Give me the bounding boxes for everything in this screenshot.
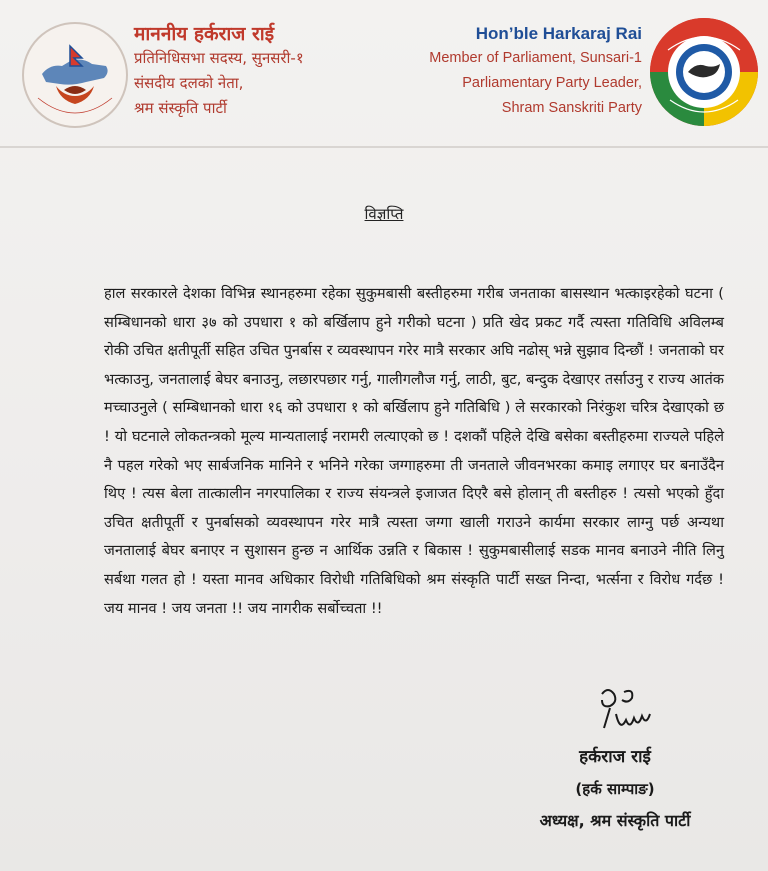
signatory-name: हर्कराज राई [579,747,651,767]
member-constituency-english: Member of Parliament, Sunsari-1 [429,50,642,66]
signature-block [490,740,740,838]
member-name-english: Hon’ble Harkaraj Rai [475,24,642,43]
nepal-map-emblem-icon [20,20,130,130]
member-constituency-nepali: प्रतिनिधिसभा सदस्य, सुनसरी-१ [134,49,304,67]
member-role-english: Parliamentary Party Leader, [462,75,642,91]
document-title: विज्ञप्ति [364,205,404,223]
signatory-title: अध्यक्ष, श्रम संस्कृति पार्टी [539,811,691,830]
member-name-nepali: माननीय हर्कराज राई [134,23,275,45]
party-election-symbol-icon [648,16,760,128]
header-divider [0,146,768,148]
member-party-english: Shram Sanskriti Party [501,100,642,116]
press-release-body: हाल सरकारले देशका विभिन्न स्थानहरुमा रहेका सुकुमबासी बस्तीहरुमा गरीब जनताका बासस्थान भत्काइरहेको घटना ( सम्बिधानको धारा ३७ को उपधारा १ को बर्खिलाप हुने गरीको घटना ) प्रति खेद प्रकट गर्दै त्यस्ता गतिविधि अविलम्ब रोकी उचित क्षतीपूर्ती सहित उचित पुनर्बास र व्यवस्थापन गरेर मात्रै सरकार अघि नढोस् भन्ने सुझाव दिन्छौं ! जनताको घर भत्काउनु, जनतालाई बेघर बनाउनु, लछारपछार गर्नु, गालीगलौज गर्नु, लाठी, बुट, बन्दुक देखाएर तर्साउनु र राज्य आतंक मच्चाउनुले ( सम्बिधानको धारा १६ को उपधारा १ को बर्खिलाप हुने गतिबिधि ) ले सरकारको निरंकुश चरित्र देखाएको छ ! यो घटनाले लोकतन्त्रको मूल्य मान्यतालाई नरामरी लत्याएको छ ! दशकौं पहिले देखि बसेका बस्तीहरुमा राज्यले पहिले नै पहल गरेको भए सार्बजनिक मानिने र भनिने गरेका जग्गाहरुमा ती जनताले जीवनभरका कमाइ लगाएर घर बनाउँदैन थिए ! त्यस बेला तात्कालीन नगरपालिका र राज्य संयन्त्रले इजाजत दिएरै बसे होलान् ती बस्तीहरु ! त्यसो भएको हुँदा उचित क्षतीपूर्ती र पुनर्बासको व्यवस्थापन गरेर मात्रै त्यस्ता जग्गा खाली गराउने कार्यमा सरकार लाग्नु पर्छ अन्यथा जनतालाई बेघर बनाएर न सुशासन हुन्छ न आर्थिक उन्नति र बिकास ! सुकुमबासीलाई सडक मानव बनाउने नीति लिनु सर्बथा गलत हो ! यस्ता मानव अधिकार विरोधी गतिबिधिको श्रम संस्कृति पार्टी सख्त निन्दा, भर्त्सना र विरोध गर्दछ ! जय मानव ! जय जनता !! जय नागरीक सर्बोच्चता !! [104,285,724,617]
signatory-alias: (हर्क साम्पाङ) [575,780,655,798]
member-party-nepali: श्रम संस्कृति पार्टी [134,99,227,117]
handwritten-signature-icon [588,684,668,744]
member-role-nepali: संसदीय दलको नेता, [134,74,244,92]
header-right [380,22,642,121]
